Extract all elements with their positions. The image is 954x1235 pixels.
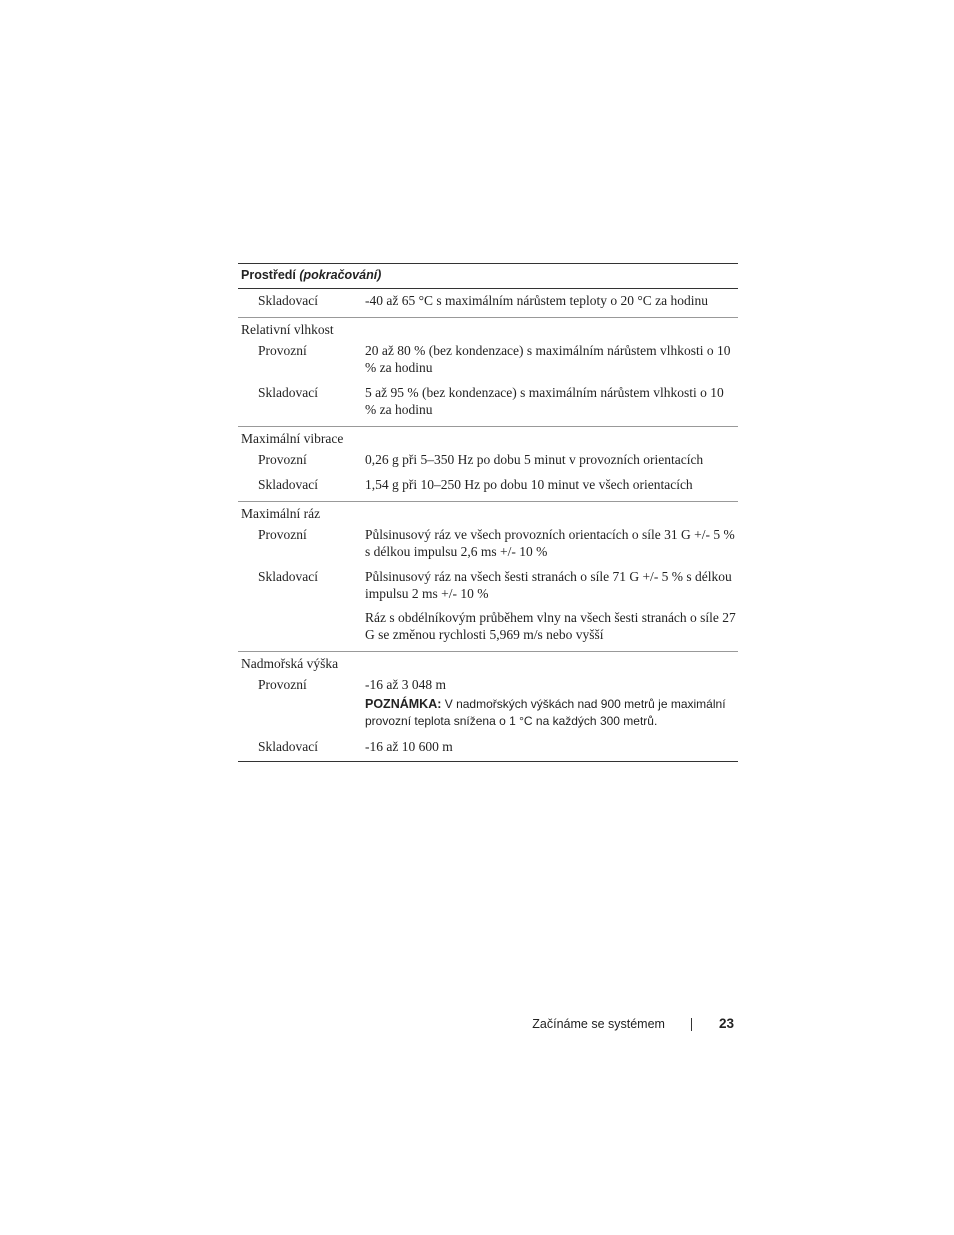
row-value [365, 476, 738, 493]
spec-row [238, 676, 738, 738]
row-label: Skladovací [258, 293, 318, 308]
value-text: 1,54 g při 10–250 Hz po dobu 10 minut ve všech orientacích [365, 477, 693, 492]
spec-row [238, 568, 738, 647]
section-humidity [238, 318, 738, 427]
section-temperature-continued [238, 289, 738, 318]
row-value [365, 526, 738, 560]
value-text: 0,26 g při 5–350 Hz po dobu 5 minut v provozních orientacích [365, 452, 704, 467]
page-footer [532, 1014, 734, 1034]
row-label: Provozní [258, 527, 307, 542]
row-label: Provozní [258, 343, 307, 358]
value-text: Půlsinusový ráz na všech šesti stranách o síle 71 G +/- 5 % s délkou impulsu 2 ms +/- 10 % [365, 569, 732, 601]
note-text: V nadmořských výškách nad 900 metrů je maximální provozní teplota snížena o 1 °C na každých 300 metrů. [365, 697, 726, 728]
section-altitude [238, 652, 738, 761]
footer-title: Začínáme se systémem [532, 1017, 665, 1031]
table-header-continuation: (pokračování) [299, 268, 382, 282]
row-value [365, 676, 738, 730]
row-value [365, 384, 738, 418]
value-text: -40 až 65 °C s maximálním nárůstem teploty o 20 °C za hodinu [365, 293, 708, 308]
spec-row [238, 476, 738, 497]
row-value [365, 451, 738, 468]
row-value [365, 342, 738, 376]
row-label: Skladovací [258, 477, 318, 492]
row-label: Skladovací [258, 385, 318, 400]
row-label: Provozní [258, 677, 307, 692]
note-label: POZNÁMKA: [365, 697, 442, 711]
row-label: Skladovací [258, 739, 318, 754]
section-vibration [238, 427, 738, 502]
value-text: -16 až 3 048 m [365, 677, 446, 692]
spec-row [238, 384, 738, 422]
spec-table [238, 263, 738, 762]
spec-row [238, 289, 738, 313]
row-value [365, 568, 738, 643]
note [365, 696, 736, 730]
spec-row [238, 526, 738, 568]
section-title: Nadmořská výška [241, 656, 339, 671]
row-label: Provozní [258, 452, 307, 467]
section-title: Maximální ráz [241, 506, 321, 521]
section-title: Relativní vlhkost [241, 322, 334, 337]
page-number: 23 [718, 1016, 734, 1031]
spec-row [238, 738, 738, 759]
section-shock [238, 502, 738, 652]
spec-row [238, 451, 738, 476]
row-value [365, 292, 738, 309]
table-header-title: Prostředí [241, 268, 296, 282]
section-title: Maximální vibrace [241, 431, 344, 446]
value-text: Ráz s obdélníkovým průběhem vlny na všech šesti stranách o síle 27 G se změnou rychlosti 5,969 m/s nebo vyšší [365, 610, 736, 642]
value-text: Půlsinusový ráz ve všech provozních orientacích o síle 31 G +/- 5 % s délkou impulsu 2,6 ms +/- 10 % [365, 527, 735, 559]
table-header [238, 264, 738, 289]
row-value [365, 738, 738, 755]
spec-row [238, 342, 738, 384]
value-text: 20 až 80 % (bez kondenzace) s maximálním nárůstem vlhkosti o 10 % za hodinu [365, 343, 731, 375]
value-text: 5 až 95 % (bez kondenzace) s maximálním nárůstem vlhkosti o 10 % za hodinu [365, 385, 724, 417]
footer-divider [691, 1018, 692, 1031]
value-text: -16 až 10 600 m [365, 739, 453, 754]
row-label: Skladovací [258, 569, 318, 584]
